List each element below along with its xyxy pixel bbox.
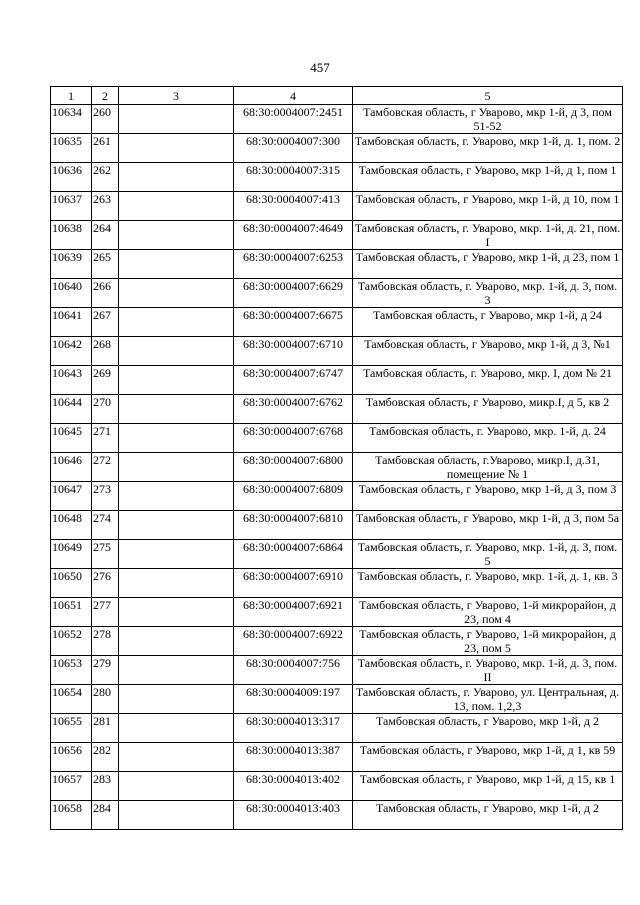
cadastral-number-cell: 68:30:0004013:387 — [234, 743, 353, 772]
item-number-cell: 278 — [92, 627, 119, 656]
row-number-cell: 10644 — [51, 395, 92, 424]
table-row — [51, 366, 623, 395]
cadastral-number-cell: 68:30:0004007:4649 — [234, 221, 353, 250]
address-cell: Тамбовская область, г. Уварово, мкр. 1-й, д. 24 — [353, 424, 623, 453]
page-number: 457 — [310, 60, 330, 75]
column-header-2: 2 — [92, 87, 119, 105]
address-cell: Тамбовская область, г Уварово, 1-й микрорайон, д 23, пом 5 — [353, 627, 623, 656]
empty-cell — [119, 714, 234, 743]
item-number-cell: 262 — [92, 163, 119, 192]
row-number-cell: 10645 — [51, 424, 92, 453]
row-number-cell: 10656 — [51, 743, 92, 772]
table-row — [51, 627, 623, 656]
empty-cell — [119, 569, 234, 598]
cadastral-number-cell: 68:30:0004007:2451 — [234, 105, 353, 134]
cadastral-number-cell: 68:30:0004007:6768 — [234, 424, 353, 453]
table-row — [51, 482, 623, 511]
table-row — [51, 569, 623, 598]
table-row — [51, 134, 623, 163]
table-row — [51, 163, 623, 192]
row-number-cell: 10651 — [51, 598, 92, 627]
row-number-cell: 10642 — [51, 337, 92, 366]
address-cell: Тамбовская область, г Уварово, мкр 1-й, д 24 — [353, 308, 623, 337]
item-number-cell: 273 — [92, 482, 119, 511]
empty-cell — [119, 627, 234, 656]
row-number-cell: 10643 — [51, 366, 92, 395]
address-cell: Тамбовская область, г. Уварово, мкр. 1-й, д. 3, пом. II — [353, 656, 623, 685]
header-row — [51, 87, 623, 105]
table-row — [51, 308, 623, 337]
cadastral-number-cell: 68:30:0004007:6810 — [234, 511, 353, 540]
table-row — [51, 714, 623, 743]
cadastral-number-cell: 68:30:0004007:6675 — [234, 308, 353, 337]
item-number-cell: 282 — [92, 743, 119, 772]
address-cell: Тамбовская область, г Уварово, микр.I, д 5, кв 2 — [353, 395, 623, 424]
address-cell: Тамбовская область, г Уварово, мкр 1-й, д 2 — [353, 801, 623, 830]
address-cell: Тамбовская область, г. Уварово, мкр. 1-й, д. 3, пом. 5 — [353, 540, 623, 569]
table-row — [51, 192, 623, 221]
row-number-cell: 10648 — [51, 511, 92, 540]
address-cell: Тамбовская область, г Уварово, мкр 1-й, д 3, пом 5а — [353, 511, 623, 540]
address-cell: Тамбовская область, г. Уварово, мкр. 1-й, д. 1, кв. 3 — [353, 569, 623, 598]
item-number-cell: 279 — [92, 656, 119, 685]
item-number-cell: 280 — [92, 685, 119, 714]
table-row — [51, 221, 623, 250]
table-row — [51, 424, 623, 453]
cadastral-number-cell: 68:30:0004007:6710 — [234, 337, 353, 366]
address-cell: Тамбовская область, г Уварово, мкр 1-й, д 23, пом 1 — [353, 250, 623, 279]
item-number-cell: 264 — [92, 221, 119, 250]
cadastral-number-cell: 68:30:0004007:6922 — [234, 627, 353, 656]
row-number-cell: 10652 — [51, 627, 92, 656]
row-number-cell: 10640 — [51, 279, 92, 308]
cadastral-number-cell: 68:30:0004007:6762 — [234, 395, 353, 424]
address-cell: Тамбовская область, г Уварово, мкр 1-й, д 1, кв 59 — [353, 743, 623, 772]
cadastral-number-cell: 68:30:0004013:402 — [234, 772, 353, 801]
item-number-cell: 277 — [92, 598, 119, 627]
table-row — [51, 801, 623, 830]
cadastral-number-cell: 68:30:0004013:403 — [234, 801, 353, 830]
address-cell: Тамбовская область, г Уварово, мкр 1-й, д 1, пом 1 — [353, 163, 623, 192]
address-cell: Тамбовская область, г Уварово, 1-й микрорайон, д 23, пом 4 — [353, 598, 623, 627]
cadastral-number-cell: 68:30:0004007:6747 — [234, 366, 353, 395]
item-number-cell: 261 — [92, 134, 119, 163]
empty-cell — [119, 250, 234, 279]
empty-cell — [119, 366, 234, 395]
cadastral-number-cell: 68:30:0004007:6253 — [234, 250, 353, 279]
row-number-cell: 10657 — [51, 772, 92, 801]
row-number-cell: 10636 — [51, 163, 92, 192]
table-row — [51, 656, 623, 685]
row-number-cell: 10639 — [51, 250, 92, 279]
empty-cell — [119, 540, 234, 569]
item-number-cell: 272 — [92, 453, 119, 482]
table-row — [51, 772, 623, 801]
address-cell: Тамбовская область, г Уварово, мкр 1-й, д 10, пом 1 — [353, 192, 623, 221]
address-cell: Тамбовская область, г Уварово, мкр 1-й, д 3, пом 51-52 — [353, 105, 623, 134]
cadastral-number-cell: 68:30:0004007:756 — [234, 656, 353, 685]
table-row — [51, 511, 623, 540]
item-number-cell: 283 — [92, 772, 119, 801]
empty-cell — [119, 337, 234, 366]
empty-cell — [119, 801, 234, 830]
cadastral-number-cell: 68:30:0004007:413 — [234, 192, 353, 221]
address-cell: Тамбовская область, г Уварово, мкр 1-й, д 3, №1 — [353, 337, 623, 366]
item-number-cell: 260 — [92, 105, 119, 134]
address-cell: Тамбовская область, г. Уварово, мкр. 1-й, д. 3, пом. 3 — [353, 279, 623, 308]
empty-cell — [119, 453, 234, 482]
item-number-cell: 267 — [92, 308, 119, 337]
empty-cell — [119, 424, 234, 453]
table-row — [51, 453, 623, 482]
table-row — [51, 685, 623, 714]
cadastral-number-cell: 68:30:0004007:6629 — [234, 279, 353, 308]
empty-cell — [119, 511, 234, 540]
address-cell: Тамбовская область, г. Уварово, мкр 1-й, д. 1, пом. 2 — [353, 134, 623, 163]
row-number-cell: 10641 — [51, 308, 92, 337]
item-number-cell: 268 — [92, 337, 119, 366]
row-number-cell: 10650 — [51, 569, 92, 598]
row-number-cell: 10647 — [51, 482, 92, 511]
empty-cell — [119, 598, 234, 627]
item-number-cell: 274 — [92, 511, 119, 540]
address-cell: Тамбовская область, г. Уварово, мкр. 1-й, д. 21, пом. I — [353, 221, 623, 250]
item-number-cell: 271 — [92, 424, 119, 453]
empty-cell — [119, 743, 234, 772]
item-number-cell: 281 — [92, 714, 119, 743]
item-number-cell: 275 — [92, 540, 119, 569]
empty-cell — [119, 192, 234, 221]
row-number-cell: 10649 — [51, 540, 92, 569]
cadastral-number-cell: 68:30:0004007:300 — [234, 134, 353, 163]
address-cell: Тамбовская область, г. Уварово, ул. Центральная, д. 13, пом. 1,2,3 — [353, 685, 623, 714]
table-row — [51, 598, 623, 627]
column-header-3: 3 — [119, 87, 234, 105]
cadastral-number-cell: 68:30:0004013:317 — [234, 714, 353, 743]
empty-cell — [119, 134, 234, 163]
cadastral-number-cell: 68:30:0004007:6809 — [234, 482, 353, 511]
item-number-cell: 276 — [92, 569, 119, 598]
column-header-5: 5 — [353, 87, 623, 105]
row-number-cell: 10634 — [51, 105, 92, 134]
row-number-cell: 10637 — [51, 192, 92, 221]
item-number-cell: 263 — [92, 192, 119, 221]
empty-cell — [119, 221, 234, 250]
row-number-cell: 10654 — [51, 685, 92, 714]
empty-cell — [119, 685, 234, 714]
empty-cell — [119, 482, 234, 511]
cadastral-number-cell: 68:30:0004007:6864 — [234, 540, 353, 569]
table-row — [51, 395, 623, 424]
cadastral-number-cell: 68:30:0004007:6800 — [234, 453, 353, 482]
address-cell: Тамбовская область, г Уварово, мкр 1-й, д 15, кв 1 — [353, 772, 623, 801]
table-row — [51, 743, 623, 772]
empty-cell — [119, 308, 234, 337]
table-row — [51, 250, 623, 279]
empty-cell — [119, 105, 234, 134]
table-row — [51, 105, 623, 134]
item-number-cell: 270 — [92, 395, 119, 424]
table-body — [51, 105, 623, 830]
cadastral-number-cell: 68:30:0004007:6921 — [234, 598, 353, 627]
row-number-cell: 10635 — [51, 134, 92, 163]
table-row — [51, 540, 623, 569]
column-header-4: 4 — [234, 87, 353, 105]
column-header-1: 1 — [51, 87, 92, 105]
address-cell: Тамбовская область, г.Уварово, микр.I, д.31, помещение № 1 — [353, 453, 623, 482]
row-number-cell: 10655 — [51, 714, 92, 743]
item-number-cell: 269 — [92, 366, 119, 395]
address-cell: Тамбовская область, г Уварово, мкр 1-й, д 2 — [353, 714, 623, 743]
empty-cell — [119, 772, 234, 801]
item-number-cell: 266 — [92, 279, 119, 308]
address-cell: Тамбовская область, г. Уварово, мкр. I, дом № 21 — [353, 366, 623, 395]
address-cell: Тамбовская область, г Уварово, мкр 1-й, д 3, пом 3 — [353, 482, 623, 511]
empty-cell — [119, 395, 234, 424]
table-row — [51, 279, 623, 308]
empty-cell — [119, 163, 234, 192]
item-number-cell: 265 — [92, 250, 119, 279]
cadastral-number-cell: 68:30:0004007:6910 — [234, 569, 353, 598]
row-number-cell: 10658 — [51, 801, 92, 830]
cadastral-number-cell: 68:30:0004009:197 — [234, 685, 353, 714]
row-number-cell: 10646 — [51, 453, 92, 482]
item-number-cell: 284 — [92, 801, 119, 830]
row-number-cell: 10638 — [51, 221, 92, 250]
empty-cell — [119, 656, 234, 685]
empty-cell — [119, 279, 234, 308]
table-row — [51, 337, 623, 366]
cadastral-number-cell: 68:30:0004007:315 — [234, 163, 353, 192]
registry-table — [50, 86, 623, 830]
row-number-cell: 10653 — [51, 656, 92, 685]
